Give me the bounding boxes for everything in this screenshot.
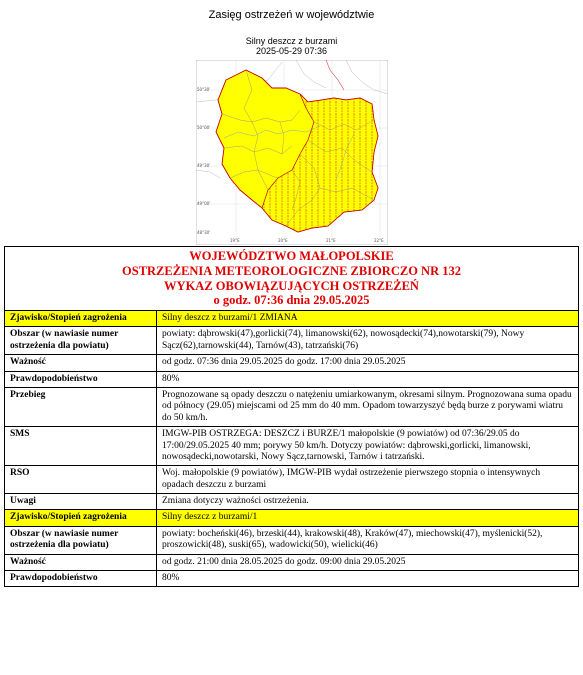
- row-label: Zjawisko/Stopień zagrożenia: [5, 510, 157, 526]
- row-label: Prawdopodobieństwo: [5, 571, 157, 587]
- table-row: [5, 571, 579, 587]
- heading-region: WOJEWÓDZTWO MAŁOPOLSKIE: [189, 249, 394, 263]
- row-value: 80%: [157, 371, 579, 387]
- table-row: [5, 466, 579, 494]
- warnings-table: [4, 246, 579, 587]
- document-heading: [5, 247, 579, 311]
- table-row: [5, 355, 579, 371]
- table-row: [5, 427, 579, 466]
- row-value: Silny deszcz z burzami/1 ZMIANA: [157, 311, 579, 327]
- row-label: Obszar (w nawiasie numer ostrzeżenia dla powiatu): [5, 327, 157, 355]
- row-value: 80%: [157, 571, 579, 587]
- row-value: Prognozowane są opady deszczu o natężeniu umiarkowanym, okresami silnym. Prognozowana suma opadu od północy (29.05) miejscami od 25 mm do 40 mm. Opadom towarzyszyć będą burze z porywami wiatru do 50 km/h.: [157, 387, 579, 426]
- row-value: od godz. 21:00 dnia 28.05.2025 do godz. 09:00 dnia 29.05.2025: [157, 554, 579, 570]
- svg-text:50°00': 50°00': [197, 125, 211, 130]
- row-label: Ważność: [5, 554, 157, 570]
- row-value: powiaty: bocheński(46), brzeski(44), krakowski(48), Kraków(47), miechowski(47), myślenicki(52), proszowicki(48), suski(65), wadowicki(50), wielicki(46): [157, 526, 579, 554]
- row-value: Silny deszcz z burzami/1: [157, 510, 579, 526]
- row-value: IMGW-PIB OSTRZEGA: DESZCZ i BURZE/1 małopolskie (9 powiatów) od 07:36/29.05 do 17:00/29.05.2025 40 mm; porywy 50 km/h. Dotyczy powiatów: dąbrowski,gorlicki, limanowski, nowosądecki,nowotarski, Nowy Sącz,tarnowski, Tarnów i tatrzański.: [157, 427, 579, 466]
- row-label: Przebieg: [5, 387, 157, 426]
- phenomenon-subtitle: Silny deszcz z burzami: [245, 36, 338, 46]
- table-row: [5, 311, 579, 327]
- table-row: [5, 387, 579, 426]
- table-row: [5, 510, 579, 526]
- heading-list-title: WYKAZ OBOWIĄZUJĄCYCH OSTRZEŻEŃ: [164, 278, 419, 293]
- row-label: Obszar (w nawiasie numer ostrzeżenia dla powiatu): [5, 526, 157, 554]
- table-row: [5, 526, 579, 554]
- row-label: Ważność: [5, 355, 157, 371]
- svg-text:22°E: 22°E: [374, 238, 384, 243]
- svg-text:19°E: 19°E: [230, 238, 240, 243]
- svg-text:21°E: 21°E: [326, 238, 336, 243]
- page-title: Zasięg ostrzeżeń w województwie: [208, 9, 375, 21]
- svg-text:20°E: 20°E: [278, 238, 288, 243]
- row-label: Prawdopodobieństwo: [5, 371, 157, 387]
- row-label: Zjawisko/Stopień zagrożenia: [5, 311, 157, 327]
- warning-map: [196, 60, 388, 245]
- table-row: [5, 494, 579, 510]
- svg-text:49°30': 49°30': [197, 163, 211, 168]
- table-row: [5, 554, 579, 570]
- table-row: [5, 327, 579, 355]
- heading-bulletin-number: OSTRZEŻENIA METEOROLOGICZNE ZBIORCZO NR 132: [122, 263, 461, 278]
- svg-text:48°30': 48°30': [197, 230, 211, 235]
- row-value: od godz. 07:36 dnia 29.05.2025 do godz. 17:00 dnia 29.05.2025: [157, 355, 579, 371]
- heading-issue-time: o godz. 07:36 dnia 29.05.2025: [213, 293, 370, 308]
- row-label: RSO: [5, 466, 157, 494]
- issue-datetime: 2025-05-29 07:36: [255, 46, 328, 56]
- row-label: Uwagi: [5, 494, 157, 510]
- svg-text:50°30': 50°30': [197, 87, 211, 92]
- svg-text:49°00': 49°00': [197, 201, 211, 206]
- row-label: SMS: [5, 427, 157, 466]
- row-value: Zmiana dotyczy ważności ostrzeżenia.: [157, 494, 579, 510]
- row-value: Woj. małopolskie (9 powiatów), IMGW-PIB wydał ostrzeżenie pierwszego stopnia o intensywnych opadach deszczu z burzami: [157, 466, 579, 494]
- table-row: [5, 371, 579, 387]
- row-value: powiaty: dąbrowski(47),gorlicki(74), limanowski(62), nowosądecki(74),nowotarski(79), Nowy Sącz(62),tarnowski(44), Tarnów(43), tatrzański(76): [157, 327, 579, 355]
